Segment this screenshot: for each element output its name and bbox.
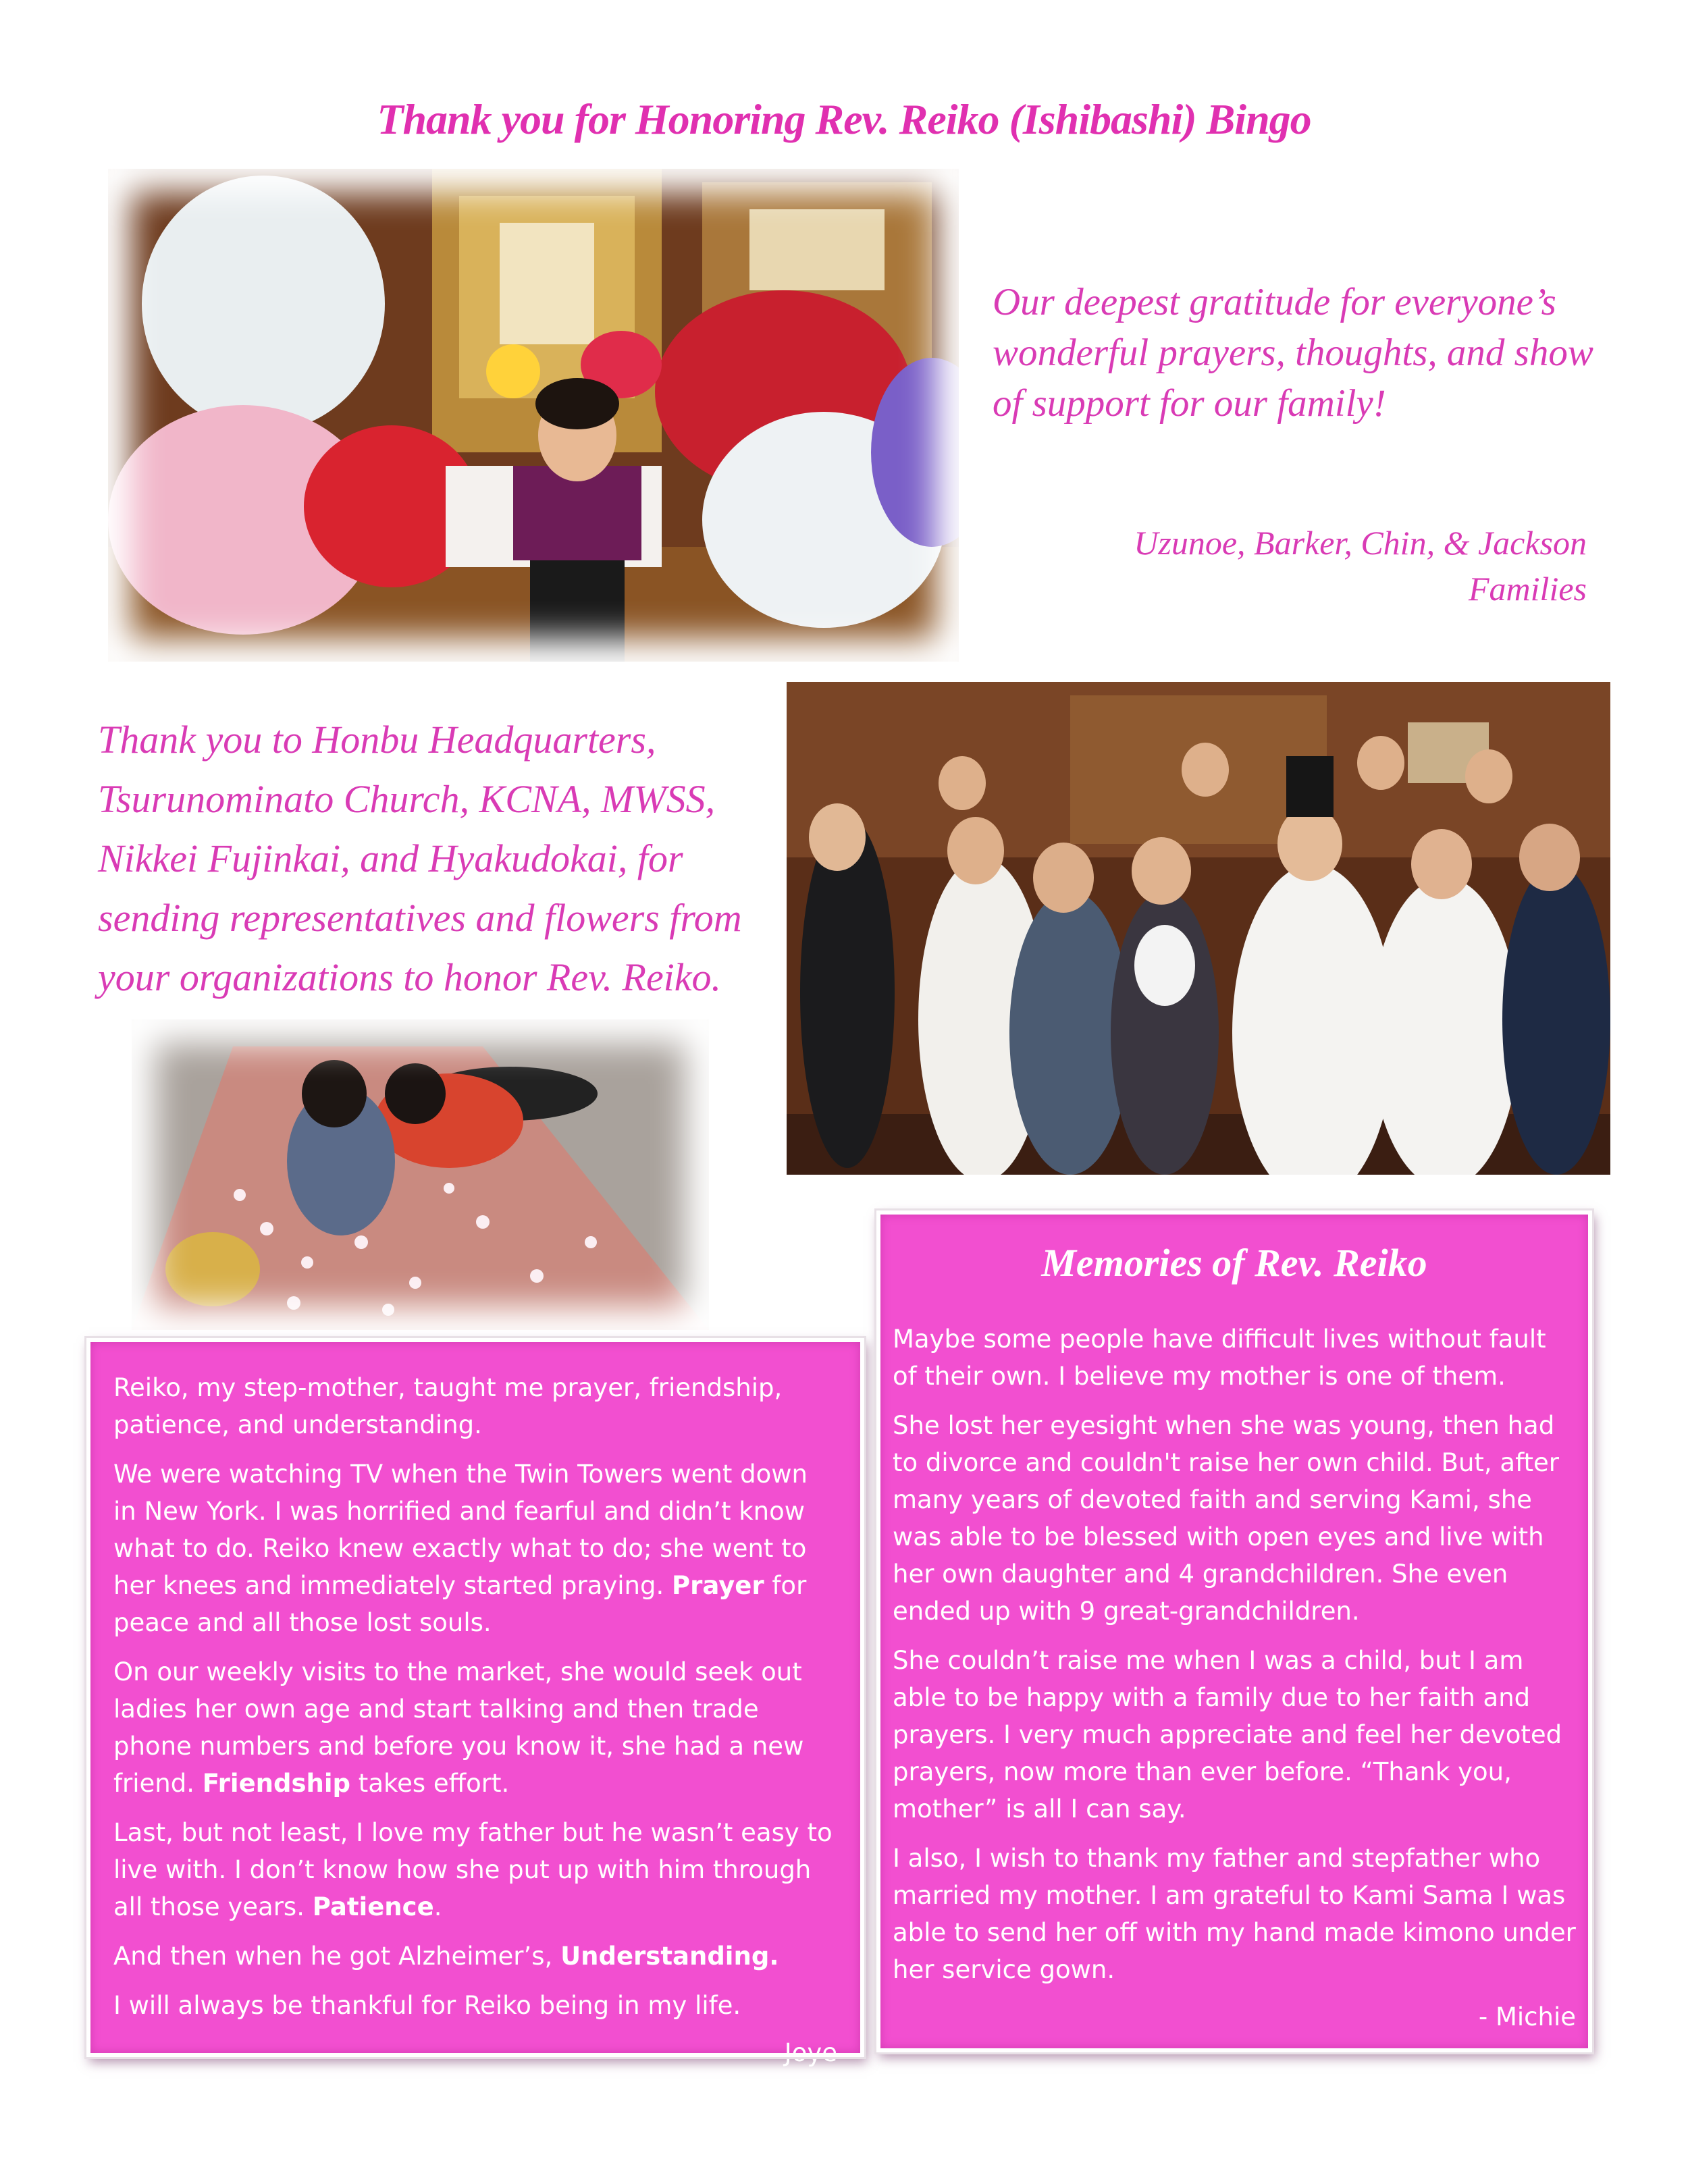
page-title: Thank you for Honoring Rev. Reiko (Ishibashi) Bingo [377, 95, 1311, 143]
joye-paragraph-1: Reiko, my step-mother, taught me prayer, friendship, patience, and understanding. [113, 1373, 783, 1439]
joye-paragraph-6: I will always be thankful for Reiko being in my life. [113, 1991, 741, 2020]
joye-p5-text: And then when he got Alzheimer’s, [113, 1942, 561, 1971]
joye-signature: - Joye [767, 2038, 837, 2067]
families-signature-line1: Uzunoe, Barker, Chin, & Jackson [1134, 524, 1587, 562]
altar-flowers-photo [108, 169, 959, 662]
joye-p3-text: On our weekly visits to the market, she would seek out ladies her own age and start talking and then trade phone numbers and before you know it, she had a new friend. [113, 1657, 804, 1798]
families-signature-line2: Families [1469, 570, 1587, 608]
joye-p4-bold: Patience [312, 1892, 434, 1921]
joye-p2-text: We were watching TV when the Twin Towers went down in New York. I was horrified and fearful and didn’t know what to do. Reiko knew exactly what to do; she went to her knees and immediately started praying. [113, 1460, 808, 1600]
michie-paragraph-1: Maybe some people have difficult lives without fault of their own. I believe my mother is one of them. [893, 1325, 1546, 1391]
joye-p3-tail: takes effort. [350, 1769, 510, 1798]
joye-p2-tail: for peace and all those lost souls. [113, 1571, 807, 1637]
joye-p4-tail: . [433, 1892, 442, 1921]
joye-p3-bold: Friendship [202, 1769, 351, 1798]
michie-memory-box [876, 1210, 1592, 2052]
memories-heading: Memories of Rev. Reiko [1041, 1241, 1427, 1285]
joye-p4-text: Last, but not least, I love my father but he wasn’t easy to live with. I don’t know how she put up with him through all those years. [113, 1818, 833, 1921]
joye-p2-bold: Prayer [671, 1571, 764, 1600]
honbu-thanks-text: Thank you to Honbu Headquarters, Tsurunominato Church, KCNA, MWSS, Nikkei Fujinkai, and Hyakudokai, for sending representatives and flowers from your organizations to honor Rev. Reiko. [98, 718, 742, 999]
joye-paragraph-3 [113, 1653, 837, 1802]
joye-paragraph-5 [113, 1938, 837, 1975]
group-photo [787, 682, 1610, 1175]
joye-memory-box [86, 1338, 864, 2067]
michie-paragraph-2: She lost her eyesight when she was young, then had to divorce and couldn't raise her own child. But, after many years of devoted faith and serving Kami, she was able to be blessed with open eyes and live with her own daughter and 4 grandchildren. She even ended up with 9 great-grandchildren. [893, 1411, 1559, 1626]
michie-paragraph-4: I also, I wish to thank my father and stepfather who married my mother. I am grateful to Kami Sama I was able to send her off with my hand made kimono under her service gown. [893, 1844, 1576, 1984]
michie-paragraph-3: She couldn’t raise me when I was a child, but I am able to be happy with a family due to her faith and prayers. I very much appreciate and feel her devoted prayers, now more than ever before. “Thank you, mother” is all I can say. [893, 1646, 1562, 1823]
joye-paragraph-4 [113, 1814, 837, 1925]
michie-signature: - Michie [1478, 2002, 1576, 2031]
families-signature [979, 520, 1587, 612]
joye-paragraph-2 [113, 1456, 837, 1641]
children-petals-photo [132, 1019, 709, 1330]
joye-p5-bold: Understanding. [560, 1942, 779, 1971]
gratitude-message: Our deepest gratitude for everyone’s wonderful prayers, thoughts, and show of support for our family! [993, 281, 1593, 425]
